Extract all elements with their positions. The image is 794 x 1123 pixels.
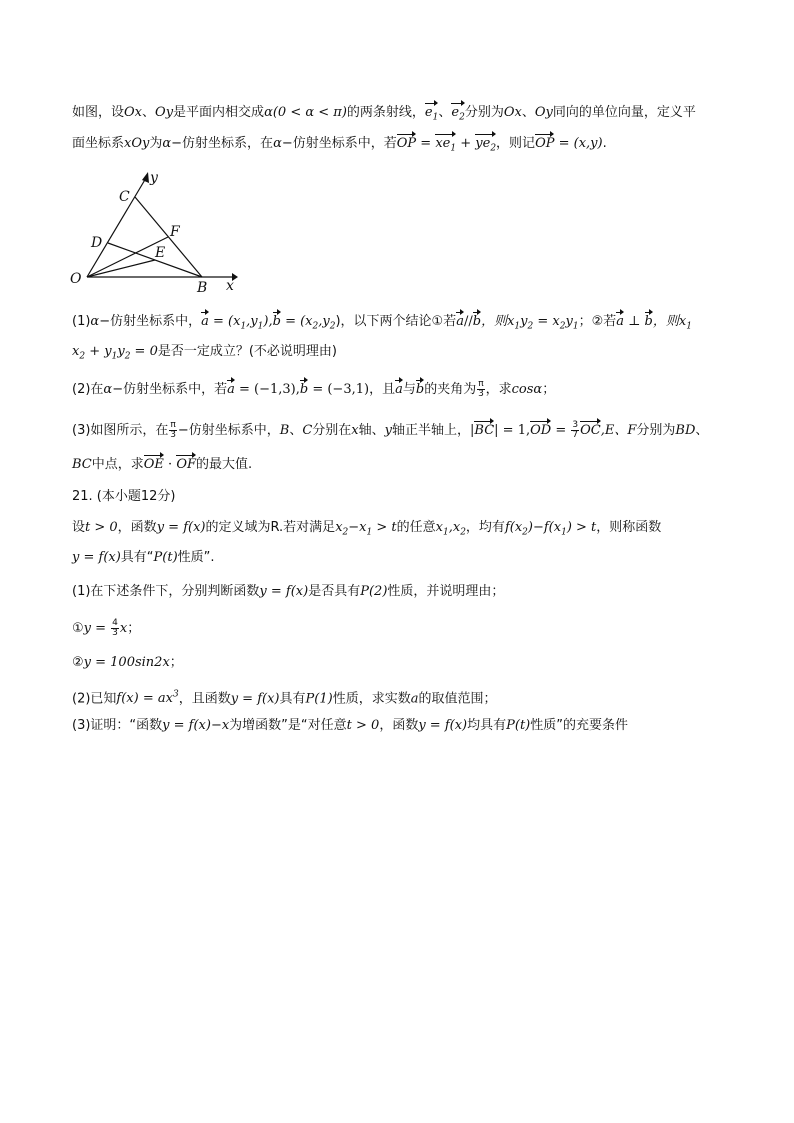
segment-oe: [87, 260, 155, 277]
intro-text: −仿射坐标系，在: [171, 136, 274, 151]
question-text: 、: [289, 423, 303, 438]
math-t-positive: t > 0: [85, 520, 118, 535]
math-b-coords: = ($x_2,y_2$: [280, 314, 336, 332]
math-point-c: C: [302, 423, 313, 438]
intro-text: 为: [149, 136, 163, 151]
label-c: C: [119, 189, 130, 205]
fraction-4-over-3: $\frac{4}{3}$: [112, 618, 118, 638]
problem-21-part-1-case-1: [72, 619, 140, 638]
fraction-3-over-7: $\frac{3}{7}$: [572, 420, 579, 440]
problem-21-line-2: [72, 549, 215, 567]
problem-text: 是否具有: [308, 584, 361, 599]
problem-21-part-1: [72, 583, 504, 601]
math-x: x: [119, 621, 128, 636]
problem-text: 性质，求实数: [332, 691, 411, 707]
math-t-positive: t > 0: [346, 718, 380, 733]
math-equals: =: [416, 136, 436, 151]
math-a-value: = (−1,3),: [234, 382, 300, 397]
vector-op: OP: [396, 136, 417, 151]
problem-text: 性质”.: [177, 550, 215, 565]
vector-e2: $e_2$: [451, 104, 464, 127]
problem-text: ，且函数: [178, 691, 231, 707]
vector-a: a: [456, 314, 464, 329]
problem-text: ，函数: [379, 718, 419, 733]
math-ox: Ox: [503, 105, 522, 120]
question-text: −仿射坐标系中，: [177, 423, 280, 438]
vector-od: OD: [530, 423, 552, 438]
problem-text: (3)证明：“函数: [72, 718, 163, 733]
question-text: 的最大值.: [196, 457, 253, 472]
math-difference-condition: $x_2-x_1 > t$: [335, 520, 397, 538]
vector-b: b: [272, 314, 281, 329]
math-alpha: α: [90, 314, 100, 329]
question-text: 分别在: [312, 423, 352, 438]
vector-ye2: $ye_2$: [475, 135, 496, 158]
label-x: x: [226, 278, 234, 294]
problem-text: 具有“: [120, 550, 154, 565]
math-sine-function: y = 100sin2x: [83, 655, 170, 670]
question-2: [72, 380, 555, 399]
problem-text: 设: [72, 520, 86, 535]
math-alpha: α: [162, 136, 172, 151]
problem-text: (1)在下述条件下，分别判断函数: [72, 584, 260, 599]
vector-a: a: [201, 314, 209, 329]
problem-text: 的取值范围；: [418, 691, 497, 707]
math-xoy: xOy: [124, 136, 150, 151]
question-number: (1): [72, 314, 91, 329]
math-equals: =: [551, 423, 571, 438]
math-point-b: B: [279, 423, 290, 438]
question-text: 轴正半轴上，: [392, 423, 471, 438]
question-3-line-1: [72, 421, 708, 440]
math-property-p1: P(1): [305, 691, 333, 707]
problem-text: ；: [127, 621, 141, 636]
label-e: E: [155, 245, 166, 261]
problem-21-header: 21. (本小题12分): [72, 489, 176, 504]
fraction-pi-over-3: $\frac{\pi}{3}$: [170, 420, 176, 440]
vector-oe: OE: [143, 457, 164, 472]
circled-number-1: ①: [72, 621, 84, 636]
problem-21-part-2: [72, 686, 496, 708]
question-number: (2)在: [72, 382, 104, 397]
question-text: ；: [578, 314, 592, 329]
intro-text: 如图，设: [72, 105, 125, 120]
problem-21-line-1: [72, 519, 661, 542]
problem-text: (2)已知: [72, 691, 117, 707]
dot-product-symbol: ·: [163, 457, 177, 472]
intro-line-2: [72, 135, 607, 158]
problem-text: 的任意: [396, 520, 436, 535]
intro-text: 、: [521, 105, 535, 120]
geometry-figure: [62, 166, 252, 296]
math-property-p2: P(2): [360, 584, 388, 599]
math-b-value: = (−3,1): [308, 382, 370, 397]
math-oy: Oy: [155, 105, 174, 120]
question-3-line-2: [72, 456, 252, 474]
math-function: y = f(x): [418, 718, 468, 733]
intro-text: 、: [142, 105, 156, 120]
intro-text: −仿射坐标系中，若: [281, 136, 397, 151]
question-text: 、: [695, 423, 709, 438]
math-perp-condition: ，则$x_1$: [652, 314, 692, 332]
abs-bar: |: [470, 423, 475, 438]
math-bc-value: | = 1,: [494, 423, 531, 438]
intro-text: 是平面内相交成: [173, 105, 265, 120]
question-text: )，以下两个结论: [335, 314, 432, 329]
question-text: 与: [402, 382, 416, 397]
question-text: 若: [443, 314, 457, 329]
math-cubic-function: $f(x) = ax^3$: [116, 690, 179, 707]
vector-bc: BC: [474, 423, 495, 438]
math-property-pt: P(t): [153, 550, 178, 565]
problem-text: ，函数: [117, 520, 157, 535]
vector-e1: $e_1$: [425, 104, 438, 127]
math-function: y = f(x): [230, 691, 280, 707]
vector-b: b: [644, 314, 653, 329]
circled-number-2: ②: [72, 655, 84, 670]
math-alpha: α: [103, 382, 113, 397]
perpendicular-symbol: ⊥: [624, 314, 645, 329]
problem-text: 性质”的充要条件: [530, 718, 629, 733]
question-number: (3)如图所示，在: [72, 423, 169, 438]
circled-number-2: ②: [591, 314, 604, 329]
math-a: a: [410, 691, 419, 707]
math-property-pt: P(t): [506, 718, 531, 733]
math-x: x: [351, 423, 359, 438]
math-y-equals: y =: [83, 621, 111, 636]
vector-of: OF: [176, 457, 197, 472]
question-text: 中点，求: [91, 457, 144, 472]
math-coordinate: = (x,y): [554, 136, 603, 151]
intro-text: 面坐标系: [72, 136, 125, 151]
question-1-line-1: [72, 313, 692, 336]
question-text: −仿射坐标系中，若: [112, 382, 228, 397]
label-b: B: [197, 280, 208, 296]
problem-text: 性质，并说明理由；: [387, 584, 505, 599]
intro-text: .: [602, 136, 607, 151]
math-function-minus-x: y = f(x)−x: [162, 718, 230, 733]
math-oy: Oy: [534, 105, 553, 120]
question-text: 的夹角为: [424, 382, 477, 397]
label-y: y: [150, 170, 158, 186]
intro-text: 的两条射线，: [346, 105, 425, 120]
math-function-difference: $f(x_2)-f(x_1) > t$: [504, 520, 597, 538]
label-f: F: [170, 224, 180, 240]
question-text: −仿射坐标系中，: [99, 314, 202, 329]
math-points-ef: ,E、F: [600, 423, 637, 438]
question-text: 轴、: [358, 423, 385, 438]
problem-text: 的定义域为R.若对满足: [205, 520, 336, 535]
math-function: y = f(x): [156, 520, 206, 535]
question-text: ；: [542, 382, 556, 397]
question-text: 是否一定成立？(不必说明理由): [157, 344, 338, 359]
vector-xe1: $xe_1$: [435, 135, 456, 158]
intro-text: 同向的单位向量，定义平: [552, 105, 696, 120]
math-ox: Ox: [124, 105, 143, 120]
problem-21-part-1-case-2: [72, 654, 183, 672]
intro-text: ，则记: [496, 136, 536, 151]
circled-number-1: ①: [431, 314, 444, 329]
math-y: y: [384, 423, 393, 438]
math-segment-bc: BC: [72, 457, 92, 472]
math-cos-alpha: cosα: [511, 382, 543, 397]
intro-text: 、: [438, 105, 452, 120]
intro-line-1: [72, 104, 696, 127]
vector-a: a: [395, 382, 403, 397]
problem-text: ，则称函数: [596, 520, 662, 535]
vector-a: a: [227, 382, 235, 397]
problem-text: 均具有: [467, 718, 507, 733]
y-axis-arrow: [142, 172, 149, 183]
math-x1-x2: $x_1,x_2$: [435, 520, 466, 538]
vector-op: OP: [535, 136, 555, 151]
fraction-pi-over-3: $\frac{\pi}{3}$: [478, 379, 484, 399]
problem-text: 为增函数”是“对任意: [229, 718, 347, 733]
label-o: O: [70, 271, 82, 287]
math-parallel-condition: ，则$x_1y_2 = x_2y_1$: [481, 314, 579, 332]
question-text: ，且: [369, 382, 396, 397]
problem-21-part-3: [72, 717, 628, 735]
problem-text: 具有: [279, 691, 306, 707]
question-1-line-2: [72, 343, 337, 366]
label-d: D: [91, 235, 103, 251]
vector-b: b: [299, 382, 309, 397]
math-a-coords: = $(x_1,y_1)$,: [208, 314, 273, 332]
vector-b: b: [415, 382, 425, 397]
math-alpha-condition: α(0 < α < π): [264, 105, 347, 120]
math-function: y = f(x): [259, 584, 309, 599]
math-perp-expression: $x_2 + y_1y_2 = 0$: [72, 344, 158, 362]
vector-a: a: [616, 314, 625, 329]
math-plus: +: [456, 136, 476, 151]
question-text: 分别为: [636, 423, 676, 438]
math-segment-bd: BD: [675, 423, 696, 438]
question-text: ，求: [485, 382, 512, 397]
math-alpha: α: [273, 136, 282, 151]
problem-text: ，均有: [465, 520, 505, 535]
question-text: 若: [603, 314, 617, 329]
vector-oc: OC: [580, 423, 601, 438]
problem-text: ；: [169, 655, 183, 670]
vector-b: b: [472, 314, 482, 329]
parallel-symbol: //: [463, 314, 473, 329]
intro-text: 分别为: [464, 105, 504, 120]
math-function: y = f(x): [72, 550, 121, 565]
